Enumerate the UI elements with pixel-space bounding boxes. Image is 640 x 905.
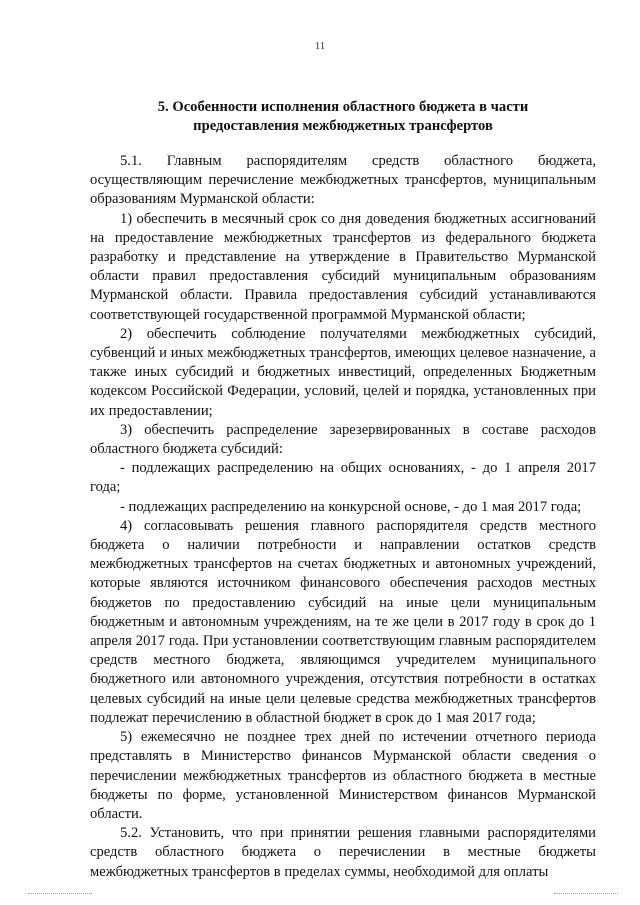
paragraph-item-3-sub-1: - подлежащих распределению на общих основаниях, - до 1 апреля 2017 года; [90, 460, 596, 496]
document-body [90, 152, 596, 882]
footer-divider-left [28, 893, 92, 894]
paragraph-item-3: 3) обеспечить распределение зарезервированных в составе расходов областного бюджета субсидий: [90, 421, 596, 458]
paragraph-item-4: 4) согласовывать решения главного распорядителя средств местного бюджета о наличии потребности и направлении остатков средств межбюджетных трансфертов на счетах бюджетных и автономных учреждений, которые являются источником финансового обеспечения расходов местных бюджетов по предоставлению субсидий на иные цели муниципальным бюджетным и автономным учреждениям, на те же цели в 2017 году в срок до 1 апреля 2017 года. При установлении соответствующим главным распорядителем средств местного бюджета, являющимся учредителем муниципального бюджетного или автономного учреждения, отсутствия потребности в остатках целевых субсидий на иные цели целевые средства межбюджетных трансфертов подлежат перечислению в областной бюджет в срок до 1 мая 2017 года; [90, 517, 596, 726]
paragraph-item-3-sub-2: - подлежащих распределению на конкурсной основе, - до 1 мая 2017 года; [120, 498, 582, 515]
section-title-line-1: 5. Особенности исполнения областного бюджета в части [157, 99, 529, 115]
paragraph-5-2: 5.2. Установить, что при принятии решения главными распорядителями средств областного бюджета о перечислении в местные бюджеты межбюджетных трансфертов в пределах суммы, необходимой для оплаты [90, 825, 596, 880]
section-title-line-2: предоставления межбюджетных трансфертов [193, 118, 493, 134]
section-title [90, 98, 596, 136]
footer-divider-right [554, 893, 618, 894]
paragraph-item-5: 5) ежемесячно не позднее трех дней по истечении отчетного периода представлять в Министерство финансов Мурманской области сведения о перечислении межбюджетных трансфертов из областного бюджета в местные бюджеты по форме, установленной Министерством финансов Мурманской области. [90, 729, 596, 822]
paragraph-item-2: 2) обеспечить соблюдение получателями межбюджетных субсидий, субвенций и иных межбюджетных трансфертов, имеющих целевое назначение, а также иных субсидий и бюджетных инвестиций, определенных Бюджетным кодексом Российской Федерации, условий, целей и порядка, установленных при их предоставлении; [90, 325, 596, 419]
paragraph-5-1: 5.1. Главным распорядителям средств областного бюджета, осуществляющим перечисление межбюджетных трансфертов, муниципальным образованиям Мурманской области: [90, 153, 596, 208]
page-number: 11 [314, 40, 326, 52]
paragraph-item-1: 1) обеспечить в месячный срок со дня доведения бюджетных ассигнований на предоставление межбюджетных трансфертов из федерального бюджета разработку и представление на утверждение в Правительство Мурманской области правил предоставления субсидий муниципальным образованиям Мурманской области. Правила предоставления субсидий устанавливаются соответствующей государственной программой Мурманской области; [90, 210, 596, 323]
